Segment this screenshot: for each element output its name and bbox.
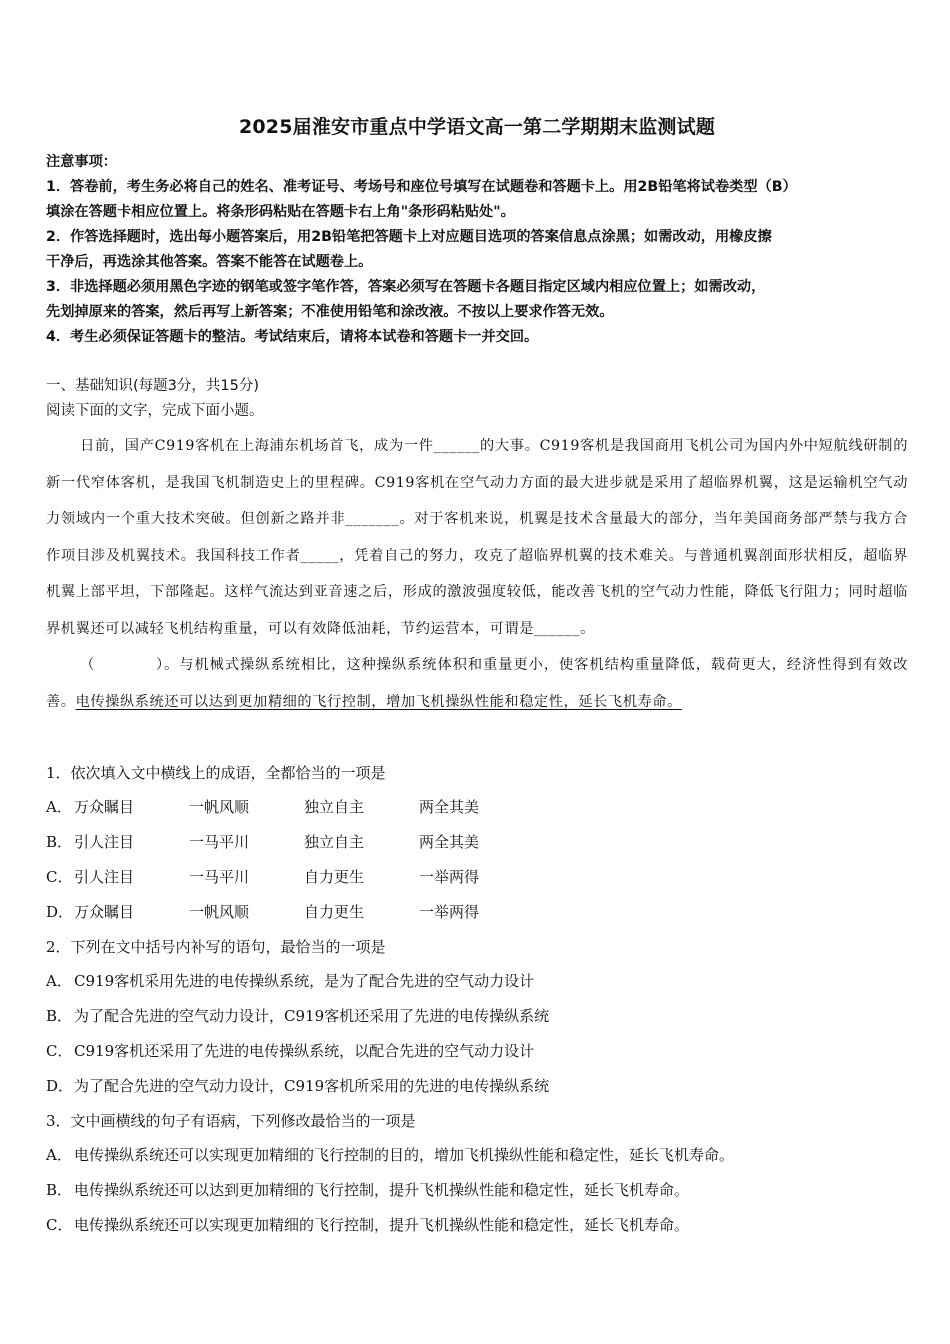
option-text: C919客机采用先进的电传操纵系统，是为了配合先进的空气动力设计 xyxy=(74,972,535,990)
question-1-option-b xyxy=(46,829,908,864)
option-idiom: 万众瞩目 xyxy=(74,903,135,921)
question-2-option-b xyxy=(46,1003,908,1038)
option-idiom: 自力更生 xyxy=(304,903,365,921)
passage-paragraph-2 xyxy=(46,647,908,720)
question-3-option-c xyxy=(46,1212,908,1247)
notice-heading: 注意事项： xyxy=(46,154,117,170)
question-1-option-d xyxy=(46,899,908,934)
question-1-stem: 1．依次填入文中横线上的成语，全都恰当的一项是 xyxy=(46,764,386,782)
option-letter: B． xyxy=(46,1181,73,1199)
notice-line: 2．作答选择题时，选出每小题答案后，用2B铅笔把答题卡上对应题目选项的答案信息点涂黑；如需改动，用橡皮擦 xyxy=(46,229,772,245)
question-3-option-b xyxy=(46,1177,908,1212)
option-idiom: 一举两得 xyxy=(419,903,480,921)
notice-line: 干净后，再选涂其他答案。答案不能答在试题卷上。 xyxy=(46,254,373,270)
passage-paragraph-2-lead: （ ）。与机械式操纵系统相比，这种操纵系统体积和重量更小，使客机结构重量降低，载荷更大，经济性得到有效改善。 xyxy=(46,657,908,710)
option-text: 为了配合先进的空气动力设计，C919客机所采用的先进的电传操纵系统 xyxy=(74,1077,550,1095)
reading-passage xyxy=(46,428,908,720)
option-idiom: 两全其美 xyxy=(419,833,480,851)
option-letter: A． xyxy=(46,1146,72,1164)
option-text: 电传操纵系统还可以实现更加精细的飞行控制的目的，增加飞机操纵性能和稳定性，延长飞机寿命。 xyxy=(74,1146,735,1164)
option-idiom: 自力更生 xyxy=(304,868,365,886)
option-idiom: 万众瞩目 xyxy=(74,798,135,816)
passage-paragraph-1: 日前，国产C919客机在上海浦东机场首飞，成为一件______的大事。C919客机是我国商用飞机公司为国内外中短航线研制的新一代窄体客机，是我国飞机制造史上的里程碑。C919客机在空气动力方面的最大进步就是采用了超临界机翼，这是运输机空气动力领域内一个重大技术突破。但创新之路并非_______。对于客机来说，机翼是技术含量最大的部分，当年美国商务部严禁与我方合作项目涉及机翼技术。我国科技工作者_____，凭着自己的努力，攻克了超临界机翼的技术难关。与普通机翼剖面形状相反，超临界机翼上部平坦，下部隆起。这样气流达到亚音速之后，形成的激波强度较低，能改善飞机的空气动力性能，降低飞行阻力；同时超临界机翼还可以减轻飞机结构重量，可以有效降低油耗，节约运营本，可谓是______。 xyxy=(46,438,908,637)
questions xyxy=(46,760,908,1247)
notice-block xyxy=(46,150,908,350)
option-letter: A． xyxy=(46,972,72,990)
option-letter: C． xyxy=(46,1042,73,1060)
option-idiom: 一帆风顺 xyxy=(189,798,250,816)
question-1-option-c xyxy=(46,864,908,899)
question-3-stem: 3．文中画横线的句子有语病，下列修改最恰当的一项是 xyxy=(46,1112,416,1130)
option-text: 电传操纵系统还可以达到更加精细的飞行控制，提升飞机操纵性能和稳定性，延长飞机寿命。 xyxy=(74,1181,690,1199)
question-2-option-a xyxy=(46,968,908,1003)
option-idiom: 一马平川 xyxy=(189,833,250,851)
option-letter: D． xyxy=(46,903,74,921)
notice-line: 3．非选择题必须用黑色字迹的钢笔或签字笔作答，答案必须写在答题卡各题目指定区域内相应位置上；如需改动， xyxy=(46,279,766,295)
notice-line: 填涂在答题卡相应位置上。将条形码粘贴在答题卡右上角"条形码粘贴处"。 xyxy=(46,204,515,220)
section-heading: 一、基础知识(每题3分，共15分) xyxy=(46,378,259,394)
question-1-option-a xyxy=(46,794,908,829)
underlined-sentence: 电传操纵系统还可以达到更加精细的飞行控制，增加飞机操纵性能和稳定性，延长飞机寿命。 xyxy=(75,693,682,710)
option-idiom: 一马平川 xyxy=(189,868,250,886)
question-2-stem: 2．下列在文中括号内补写的语句，最恰当的一项是 xyxy=(46,938,386,956)
question-2-option-c xyxy=(46,1038,908,1073)
question-2-option-d xyxy=(46,1073,908,1108)
option-letter: C． xyxy=(46,868,73,886)
option-letter: B． xyxy=(46,833,73,851)
notice-line: 4．考生必须保证答题卡的整洁。考试结束后，请将本试卷和答题卡一并交回。 xyxy=(46,329,539,345)
option-idiom: 一举两得 xyxy=(419,868,480,886)
option-letter: C． xyxy=(46,1216,73,1234)
option-idiom: 引人注目 xyxy=(74,868,135,886)
option-letter: B． xyxy=(46,1007,73,1025)
option-text: 为了配合先进的空气动力设计，C919客机还采用了先进的电传操纵系统 xyxy=(74,1007,550,1025)
section-header xyxy=(46,374,908,424)
option-letter: A． xyxy=(46,798,72,816)
section-instruction: 阅读下面的文字，完成下面小题。 xyxy=(46,403,264,419)
question-3-option-a xyxy=(46,1142,908,1177)
option-idiom: 两全其美 xyxy=(419,798,480,816)
notice-line: 1．答卷前，考生务必将自己的姓名、准考证号、考场号和座位号填写在试题卷和答题卡上。用2B铅笔将试卷类型（B） xyxy=(46,179,797,195)
option-idiom: 独立自主 xyxy=(304,833,365,851)
option-text: C919客机还采用了先进的电传操纵系统，以配合先进的空气动力设计 xyxy=(74,1042,535,1060)
page-title: 2025届淮安市重点中学语文高一第二学期期末监测试题 xyxy=(238,116,716,138)
option-text: 电传操纵系统还可以实现更加精细的飞行控制，提升飞机操纵性能和稳定性，延长飞机寿命。 xyxy=(74,1216,690,1234)
notice-line: 先划掉原来的答案，然后再写上新答案；不准使用铅笔和涂改液。不按以上要求作答无效。 xyxy=(46,304,614,320)
option-idiom: 引人注目 xyxy=(74,833,135,851)
option-idiom: 独立自主 xyxy=(304,798,365,816)
option-idiom: 一帆风顺 xyxy=(189,903,250,921)
option-letter: D． xyxy=(46,1077,74,1095)
